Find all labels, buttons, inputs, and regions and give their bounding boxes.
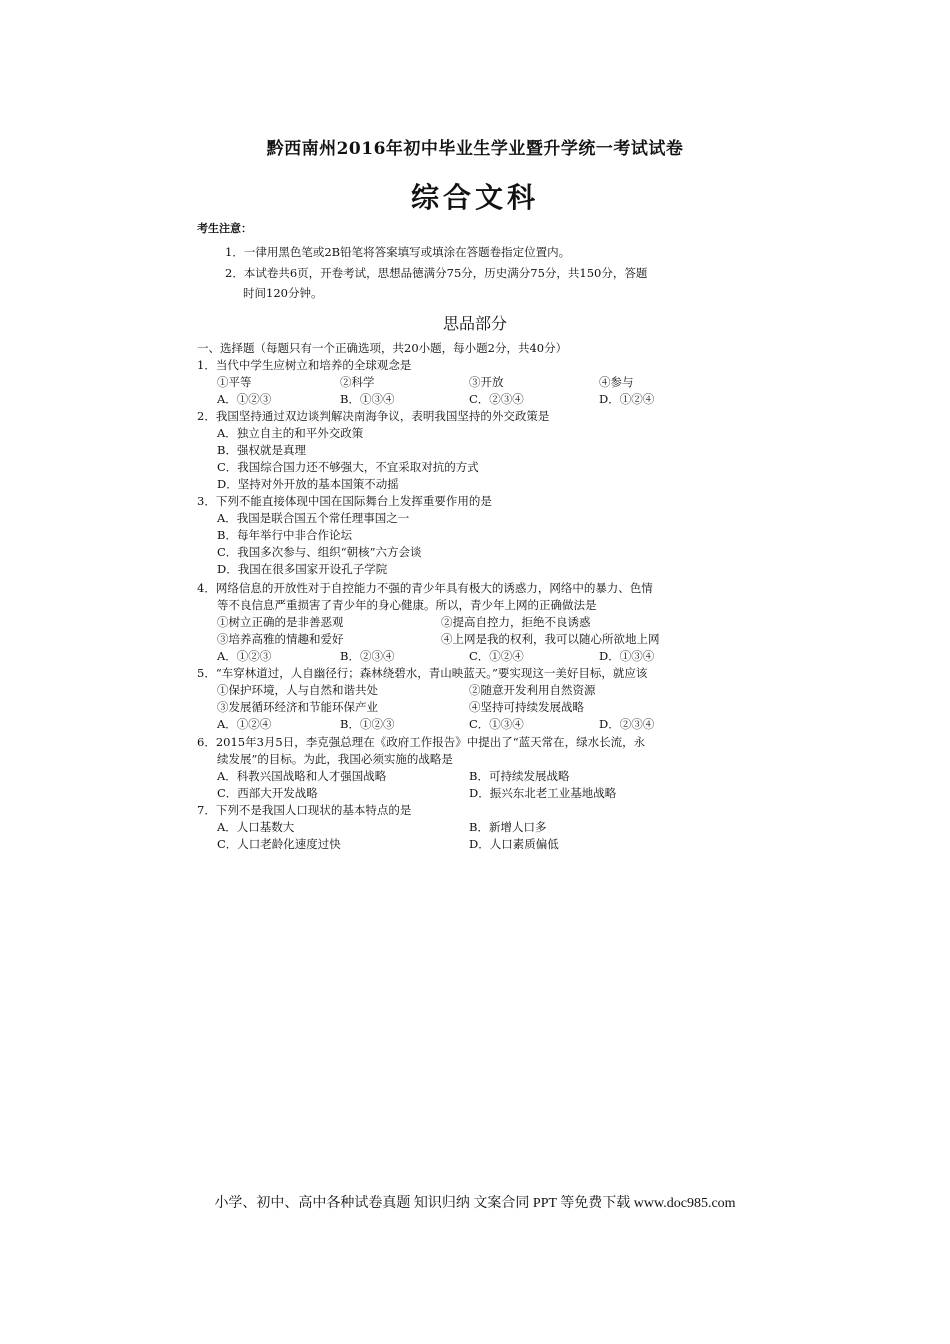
answer-option: A．科教兴国战略和人才强国战略 (217, 769, 387, 783)
answer-option: B．新增人口多 (469, 820, 547, 834)
answer-option: D．②③④ (599, 717, 655, 731)
question-stem: 3．下列不能直接体现中国在国际舞台上发挥重要作用的是 (197, 494, 492, 508)
question-item: ②随意开发利用自然资源 (469, 683, 596, 697)
question-stem: 2．我国坚持通过双边谈判解决南海争议，表明我国坚持的外交政策是 (197, 409, 550, 423)
answer-option: A．人口基数大 (217, 820, 295, 834)
answer-option: C．②③④ (469, 392, 524, 406)
answer-option: A．独立自主的和平外交政策 (217, 426, 364, 440)
answer-option: A．①②④ (217, 717, 272, 731)
question-item: ④上网是我的权利，我可以随心所欲地上网 (441, 632, 660, 646)
answer-option: C．人口老龄化速度过快 (217, 837, 341, 851)
question-stem: 等不良信息严重损害了青少年的身心健康。所以，青少年上网的正确做法是 (217, 598, 597, 612)
answer-option: D．我国在很多国家开设孔子学院 (217, 562, 388, 576)
question-item: ①树立正确的是非善恶观 (217, 615, 344, 629)
question-stem: 7．下列不是我国人口现状的基本特点的是 (197, 803, 412, 817)
answer-option: B．可持续发展战略 (469, 769, 570, 783)
question-item: ③培养高雅的情趣和爱好 (217, 632, 344, 646)
question-item: ④参与 (599, 375, 634, 389)
notice-line: 2．本试卷共6页，开卷考试，思想品德满分75分，历史满分75分，共150分，答题 (225, 266, 648, 280)
answer-option: D．振兴东北老工业基地战略 (469, 786, 617, 800)
answer-option: C．我国综合国力还不够强大，不宜采取对抗的方式 (217, 460, 479, 474)
question-item: ①保护环境，人与自然和谐共处 (217, 683, 378, 697)
notice-line: 1．一律用黑色笔或2B铅笔将答案填写或填涂在答题卷指定位置内。 (225, 245, 571, 259)
question-item: ②科学 (340, 375, 375, 389)
question-item: ②提高自控力，拒绝不良诱惑 (441, 615, 591, 629)
answer-option: A．①②③ (217, 392, 272, 406)
footer-text: 小学、初中、高中各种试卷真题 知识归纳 文案合同 PPT 等免费下载 www.doc985.com (214, 1196, 736, 1211)
question-stem: 6．2015年3月5日，李克强总理在《政府工作报告》中提出了“蓝天常在，绿水长流，永 (197, 735, 646, 749)
answer-option: C．①③④ (469, 717, 524, 731)
answer-option: A．我国是联合国五个常任理事国之一 (217, 511, 410, 525)
answer-option: B．①③④ (340, 392, 395, 406)
answer-option: B．①②③ (340, 717, 395, 731)
notice-heading: 考生注意： (197, 222, 252, 235)
answer-option: D．人口素质偏低 (469, 837, 559, 851)
subject-title: 综合文科 (410, 181, 539, 214)
question-item: ③发展循环经济和节能环保产业 (217, 700, 378, 714)
question-stem: 续发展”的目标。为此，我国必须实施的战略是 (217, 752, 453, 766)
answer-option: B．强权就是真理 (217, 443, 306, 457)
answer-option: B．②③④ (340, 649, 395, 663)
question-item: ①平等 (217, 375, 252, 389)
answer-option: A．①②③ (217, 649, 272, 663)
question-item: ③开放 (469, 375, 504, 389)
question-stem: 4．网络信息的开放性对于自控能力不强的青少年具有极大的诱惑力，网络中的暴力、色情 (197, 581, 653, 595)
answer-option: C．我国多次参与、组织“朝核”六方会谈 (217, 545, 422, 559)
answer-option: B．每年举行中非合作论坛 (217, 528, 352, 542)
answer-option: D．坚持对外开放的基本国策不动摇 (217, 477, 399, 491)
notice-line: 时间120分钟。 (243, 286, 323, 300)
section-title: 思品部分 (442, 314, 507, 333)
answer-option: D．①③④ (599, 649, 655, 663)
part-heading: 一、选择题（每题只有一个正确选项，共20小题，每小题2分，共40分） (197, 341, 568, 355)
question-stem: 5．“车穿林道过，人自幽径行；森林绕碧水，青山映蓝天。”要实现这一美好目标，就应该 (197, 666, 648, 680)
question-stem: 1．当代中学生应树立和培养的全球观念是 (197, 358, 412, 372)
answer-option: C．①②④ (469, 649, 524, 663)
question-item: ④坚持可持续发展战略 (469, 700, 584, 714)
exam-title: 黔西南州2016年初中毕业生学业暨升学统一考试试卷 (266, 139, 684, 159)
answer-option: C．西部大开发战略 (217, 786, 318, 800)
answer-option: D．①②④ (599, 392, 655, 406)
